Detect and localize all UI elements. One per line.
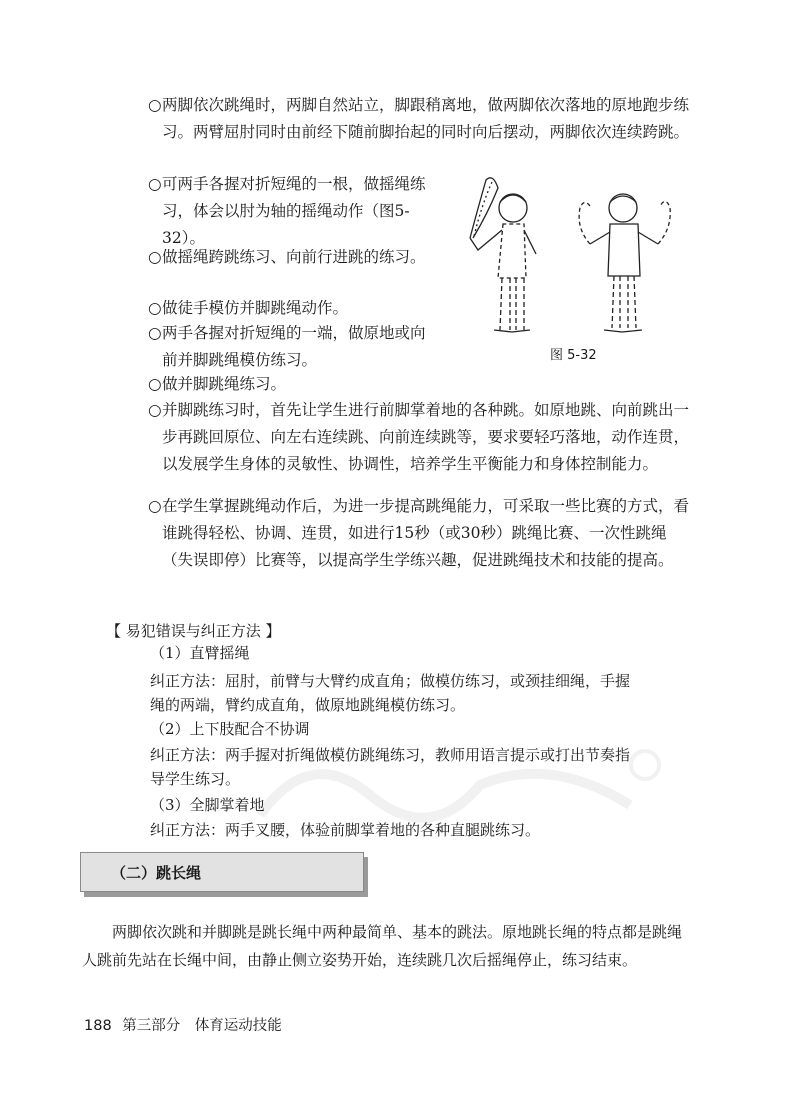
footer-section: 第三部分 体育运动技能 [122,1018,282,1034]
child-figure-right [579,194,670,332]
error-fix-line: 纠正方法：两手叉腰，体验前脚掌着地的各种直腿跳练习。 [150,821,541,839]
errors-heading: 【 易犯错误与纠正方法 】 [106,622,281,640]
error-fix-line: 绳的两端，臂约成直角，做原地跳绳模仿练习。 [150,696,466,714]
bullet-item [148,92,690,146]
bullet-mark: ○ [148,175,162,193]
bullet-text: 两脚依次跳绳时，两脚自然站立，脚跟稍离地，做两脚依次落地的原地跑步练习。两臂屈肘同时由前经下随前脚抬起的同时向后摆动，两脚依次连续跨跳。 [162,96,690,141]
child-figure-left [470,178,536,332]
bullet-text: 做徒手模仿并脚跳绳动作。 [162,299,349,317]
bullet-item [148,171,436,252]
bullet-mark: ○ [148,401,162,419]
bullet-item [148,371,448,398]
bullet-mark: ○ [148,497,162,515]
body-paragraph: 两脚依次跳和并脚跳是跳长绳中两种最简单、基本的跳法。原地跳长绳的特点都是跳绳人跳前先站在长绳中间，由静止侧立姿势开始，连续跳几次后摇绳停止，练习结束。 [82,923,683,969]
bullet-text: 并脚跳练习时，首先让学生进行前脚掌着地的各种跳。如原地跳、向前跳出一步再跳回原位、向左右连续跳、向前连续跳等，要求要轻巧落地，动作连贯，以发展学生身体的灵敏性、协调性，培养学生平衡能力和身体控制能力。 [162,401,690,473]
bullet-mark: ○ [148,96,162,114]
error-title: （1）直臂摇绳 [150,644,250,662]
bullet-mark: ○ [148,375,162,393]
bullet-item [148,320,440,374]
section-banner [80,852,364,892]
bullet-item [148,397,690,478]
figure-caption: 图 5-32 [550,348,597,363]
section-banner-title: （二）跳长绳 [111,864,202,882]
error-fix-line: 导学生练习。 [150,770,241,788]
bullet-text: 可两手各握对折短绳的一根，做摇绳练习，体会以肘为轴的摇绳动作（图5-32）。 [162,175,426,247]
error-title: （3）全脚掌着地 [150,796,265,814]
bullet-item [148,295,448,322]
error-fix-line: 纠正方法：两手握对折绳做模仿跳绳练习，教师用语言提示或打出节奏指 [150,746,631,764]
bullet-text: 在学生掌握跳绳动作后，为进一步提高跳绳能力，可采取一些比赛的方式，看谁跳得轻松、协调、连贯，如进行15秒（或30秒）跳绳比赛、一次性跳绳（失误即停）比赛等，以提高学生学练兴趣，促进跳绳技术和技能的提高。 [162,497,690,569]
bullet-mark: ○ [148,324,162,342]
error-title: （2）上下肢配合不协调 [150,720,310,738]
bullet-text: 两手各握对折短绳的一端，做原地或向前并脚跳绳模仿练习。 [162,324,426,369]
bullet-item [148,493,690,574]
bullet-text: 做并脚跳绳练习。 [162,375,287,393]
rope-swing-illustration [458,168,688,343]
bullet-mark: ○ [148,248,162,266]
bullet-text: 做摇绳跨跳练习、向前行进跳的练习。 [162,248,426,266]
error-fix-line: 纠正方法：屈肘，前臂与大臂约成直角；做模仿练习，或颈挂细绳，手握 [150,672,631,690]
page-number: 188 [84,1018,112,1034]
page-footer [84,1014,282,1035]
bullet-mark: ○ [148,299,162,317]
bullet-item [148,244,436,271]
